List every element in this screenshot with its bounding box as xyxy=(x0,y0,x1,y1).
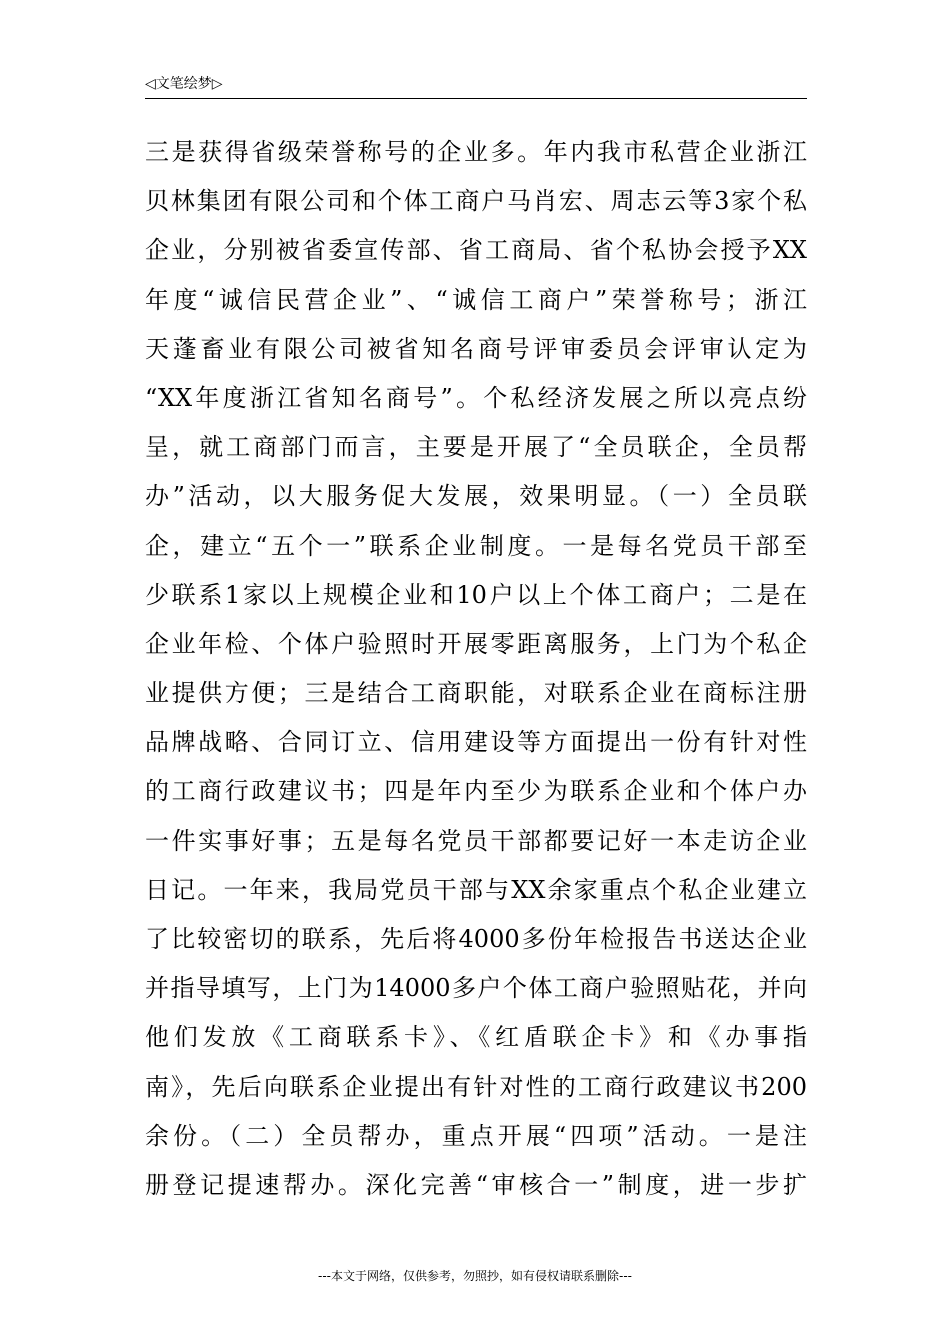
header-brand: ◁文笔绘梦▷ xyxy=(145,76,223,92)
text-line: 南》，先后向联系企业提出有针对性的工商行政建议书200 xyxy=(145,1072,807,1101)
text-line: 一件实事好事；五是每名党员干部都要记好一本走访企业 xyxy=(145,826,807,855)
text-line: 日记。一年来，我局党员干部与XX余家重点个私企业建立 xyxy=(145,875,807,904)
text-line: 他们发放《工商联系卡》、《红盾联企卡》和《办事指 xyxy=(145,1023,807,1052)
text-line: 呈，就工商部门而言，主要是开展了“全员联企，全员帮 xyxy=(145,433,807,462)
text-line: 天蓬畜业有限公司被省知名商号评审委员会评审认定为 xyxy=(145,334,807,363)
text-line: 余份。（二）全员帮办，重点开展“四项”活动。一是注 xyxy=(145,1121,807,1150)
text-line: 三是获得省级荣誉称号的企业多。年内我市私营企业浙江 xyxy=(145,138,807,166)
text-line: 贝林集团有限公司和个体工商户马肖宏、周志云等3家个私 xyxy=(145,187,807,216)
document-body xyxy=(145,128,807,1210)
text-line: 了比较密切的联系，先后将4000多份年检报告书送达企业 xyxy=(145,925,807,953)
page-footer: ---本文于网络，仅供参考，勿照抄，如有侵权请联系删除--- xyxy=(318,1269,632,1283)
text-line: 年度“诚信民营企业”、“诚信工商户”荣誉称号；浙江 xyxy=(145,285,807,314)
text-line: 企，建立“五个一”联系企业制度。一是每名党员干部至 xyxy=(145,531,807,560)
text-line: “XX年度浙江省知名商号”。个私经济发展之所以亮点纷 xyxy=(145,383,807,412)
text-line: 企业，分别被省委宣传部、省工商局、省个私协会授予XX xyxy=(145,236,807,265)
text-line: 少联系1家以上规模企业和10户以上个体工商户；二是在 xyxy=(145,580,807,609)
text-line: 办”活动，以大服务促大发展，效果明显。（一）全员联 xyxy=(145,482,807,511)
text-line: 并指导填写，上门为14000多户个体工商户验照贴花，并向 xyxy=(145,974,807,1003)
text-line: 企业年检、个体户验照时开展零距离服务，上门为个私企 xyxy=(145,629,807,658)
text-line: 品牌战略、合同订立、信用建设等方面提出一份有针对性 xyxy=(145,728,807,757)
page-header xyxy=(145,74,807,99)
text-line: 的工商行政建议书；四是年内至少为联系企业和个体户办 xyxy=(145,777,807,806)
text-line: 业提供方便；三是结合工商职能，对联系企业在商标注册 xyxy=(145,679,807,708)
text-line: 册登记提速帮办。深化完善“审核合一”制度，进一步扩 xyxy=(145,1170,807,1199)
